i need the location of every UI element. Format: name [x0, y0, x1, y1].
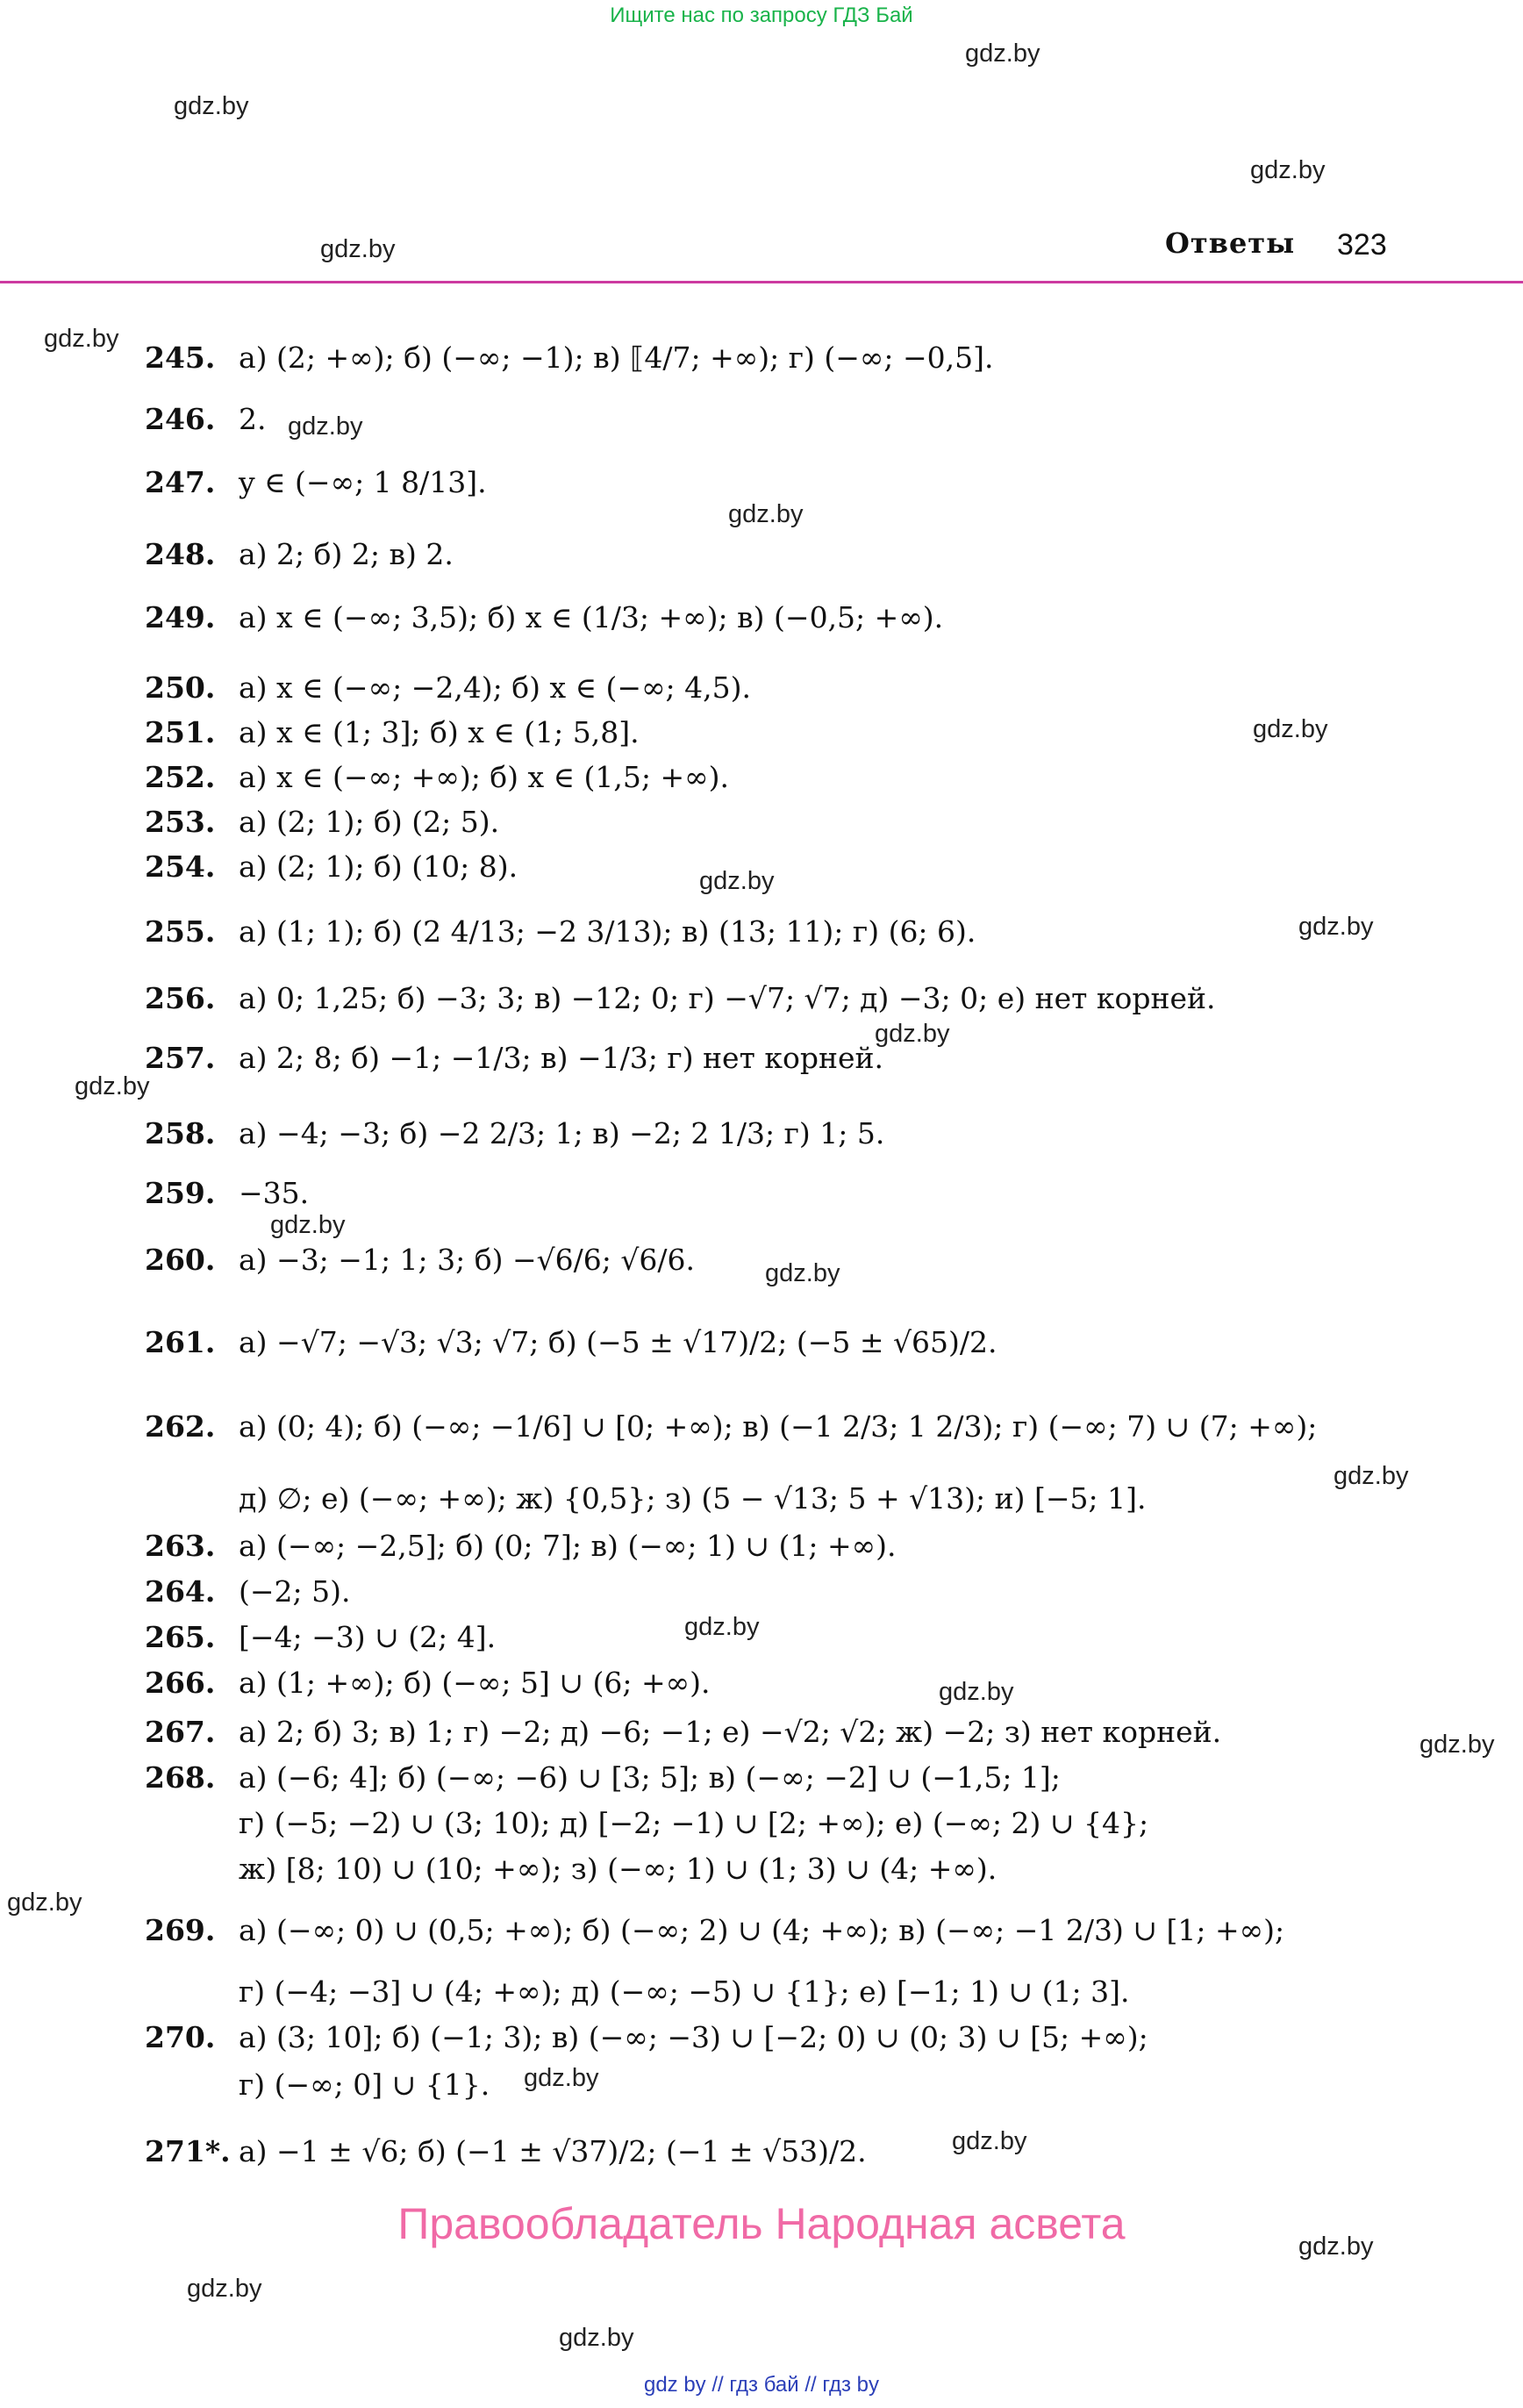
answer-number: 262.	[145, 1409, 216, 1444]
answer-number: 257.	[145, 1041, 216, 1075]
answer-text: а) −4; −3; б) −2 2/3; 1; в) −2; 2 1/3; г) 1; 5.	[239, 1116, 885, 1150]
answer-number: 248.	[145, 537, 216, 571]
watermark: gdz.by	[1250, 156, 1326, 184]
answer-text: а) 2; б) 3; в) 1; г) −2; д) −6; −1; е) −√2; √2; ж) −2; з) нет корней.	[239, 1715, 1222, 1749]
watermark: gdz.by	[965, 39, 1040, 68]
watermark: gdz.by	[559, 2324, 634, 2352]
answer-text: а) (0; 4); б) (−∞; −1/6] ∪ [0; +∞); в) (−1 2/3; 1 2/3); г) (−∞; 7) ∪ (7; +∞);	[239, 1409, 1318, 1444]
watermark: gdz.by	[320, 235, 396, 263]
watermark: gdz.by	[7, 1888, 82, 1917]
answer-number: 252.	[145, 760, 216, 794]
watermark: gdz.by	[1298, 2232, 1374, 2261]
answer-text: а) (−6; 4]; б) (−∞; −6) ∪ [3; 5]; в) (−∞; −2] ∪ (−1,5; 1];	[239, 1760, 1061, 1795]
watermark: gdz.by	[1253, 715, 1328, 743]
answer-text: а) (2; +∞); б) (−∞; −1); в) ⟦4/7; +∞); г) (−∞; −0,5].	[239, 340, 994, 375]
answer-number: 260.	[145, 1243, 216, 1277]
answer-text: а) (−∞; 0) ∪ (0,5; +∞); б) (−∞; 2) ∪ (4; +∞); в) (−∞; −1 2/3) ∪ [1; +∞);	[239, 1913, 1285, 1947]
answer-number: 271*.	[145, 2134, 231, 2168]
answer-number: 249.	[145, 600, 216, 634]
answer-text: ж) [8; 10) ∪ (10; +∞); з) (−∞; 1) ∪ (1; 3) ∪ (4; +∞).	[239, 1852, 997, 1886]
answer-number: 264.	[145, 1574, 216, 1609]
answer-text: а) 2; б) 2; в) 2.	[239, 537, 454, 571]
answer-number: 263.	[145, 1529, 216, 1563]
answer-number: 269.	[145, 1913, 216, 1947]
watermark: gdz.by	[187, 2275, 262, 2303]
answer-number: 270.	[145, 2020, 216, 2054]
answer-number: 266.	[145, 1666, 216, 1700]
watermark: gdz.by	[765, 1259, 840, 1287]
watermark: gdz.by	[952, 2127, 1027, 2155]
answer-text: а) x ∈ (−∞; −2,4); б) x ∈ (−∞; 4,5).	[239, 670, 752, 705]
answer-text: а) (3; 10]; б) (−1; 3); в) (−∞; −3) ∪ [−2; 0) ∪ (0; 3) ∪ [5; +∞);	[239, 2020, 1148, 2054]
answer-number: 247.	[145, 465, 216, 499]
answer-text: г) (−4; −3] ∪ (4; +∞); д) (−∞; −5) ∪ {1}; е) [−1; 1) ∪ (1; 3].	[239, 1974, 1130, 2009]
answer-number: 261.	[145, 1325, 216, 1359]
answer-text: −35.	[239, 1176, 310, 1210]
section-title: Ответы	[1165, 226, 1296, 260]
answer-number: 245.	[145, 340, 216, 375]
watermark: gdz.by	[699, 867, 775, 895]
watermark: gdz.by	[728, 500, 804, 528]
answer-text: г) (−5; −2) ∪ (3; 10); д) [−2; −1) ∪ [2; +∞); е) (−∞; 2) ∪ {4};	[239, 1806, 1149, 1840]
answer-number: 259.	[145, 1176, 216, 1210]
answer-text: д) ∅; е) (−∞; +∞); ж) {0,5}; з) (5 − √13; 5 + √13); и) [−5; 1].	[239, 1481, 1147, 1516]
page-number: 323	[1337, 228, 1387, 262]
answer-text: 2.	[239, 402, 267, 436]
answer-text: а) x ∈ (1; 3]; б) x ∈ (1; 5,8].	[239, 715, 640, 749]
answer-text: а) −3; −1; 1; 3; б) −√6/6; √6/6.	[239, 1243, 696, 1277]
answer-text: а) 0; 1,25; б) −3; 3; в) −12; 0; г) −√7; √7; д) −3; 0; е) нет корней.	[239, 981, 1216, 1015]
watermark: gdz.by	[524, 2064, 599, 2092]
watermark: gdz.by	[44, 325, 119, 353]
watermark: gdz.by	[684, 1613, 760, 1641]
answer-number: 258.	[145, 1116, 216, 1150]
answer-text: а) (−∞; −2,5]; б) (0; 7]; в) (−∞; 1) ∪ (1; +∞).	[239, 1529, 897, 1563]
top-banner: Ищите нас по запросу ГДЗ Бай	[610, 4, 913, 27]
answer-number: 250.	[145, 670, 216, 705]
answer-text: а) 2; 8; б) −1; −1/3; в) −1/3; г) нет корней.	[239, 1041, 883, 1075]
watermark: gdz.by	[875, 1020, 950, 1048]
watermark: gdz.by	[1419, 1731, 1495, 1759]
answer-text: а) −√7; −√3; √3; √7; б) (−5 ± √17)/2; (−5 ± √65)/2.	[239, 1325, 997, 1359]
answer-number: 253.	[145, 805, 216, 839]
answer-number: 268.	[145, 1760, 216, 1795]
answer-text: (−2; 5).	[239, 1574, 351, 1609]
watermark: gdz.by	[75, 1072, 150, 1100]
answer-number: 265.	[145, 1620, 216, 1654]
header-rule	[0, 281, 1523, 283]
answer-text: а) (1; 1); б) (2 4/13; −2 3/13); в) (13; 11); г) (6; 6).	[239, 914, 976, 949]
answer-number: 267.	[145, 1715, 216, 1749]
answer-number: 255.	[145, 914, 216, 949]
answer-number: 254.	[145, 849, 216, 884]
answer-text: а) −1 ± √6; б) (−1 ± √37)/2; (−1 ± √53)/2.	[239, 2134, 867, 2168]
copyright-notice: Правообладатель Народная асвета	[397, 2199, 1126, 2248]
answer-text: а) (2; 1); б) (2; 5).	[239, 805, 500, 839]
watermark: gdz.by	[939, 1678, 1014, 1706]
watermark: gdz.by	[1334, 1462, 1409, 1490]
answer-text: г) (−∞; 0] ∪ {1}.	[239, 2068, 490, 2102]
answer-number: 246.	[145, 402, 216, 436]
watermark: gdz.by	[288, 412, 363, 441]
answer-text: а) x ∈ (−∞; 3,5); б) x ∈ (1/3; +∞); в) (−0,5; +∞).	[239, 600, 944, 634]
answer-text: [−4; −3) ∪ (2; 4].	[239, 1620, 497, 1654]
watermark: gdz.by	[1298, 913, 1374, 941]
answer-text: а) (2; 1); б) (10; 8).	[239, 849, 518, 884]
answer-text: а) x ∈ (−∞; +∞); б) x ∈ (1,5; +∞).	[239, 760, 730, 794]
watermark: gdz.by	[174, 92, 249, 120]
answer-number: 256.	[145, 981, 216, 1015]
answer-text: y ∈ (−∞; 1 8/13].	[239, 465, 487, 499]
watermark: gdz.by	[270, 1211, 346, 1239]
answer-number: 251.	[145, 715, 216, 749]
answer-text: а) (1; +∞); б) (−∞; 5] ∪ (6; +∞).	[239, 1666, 711, 1700]
bottom-banner: gdz by // гдз бай // гдз by	[643, 2373, 880, 2397]
